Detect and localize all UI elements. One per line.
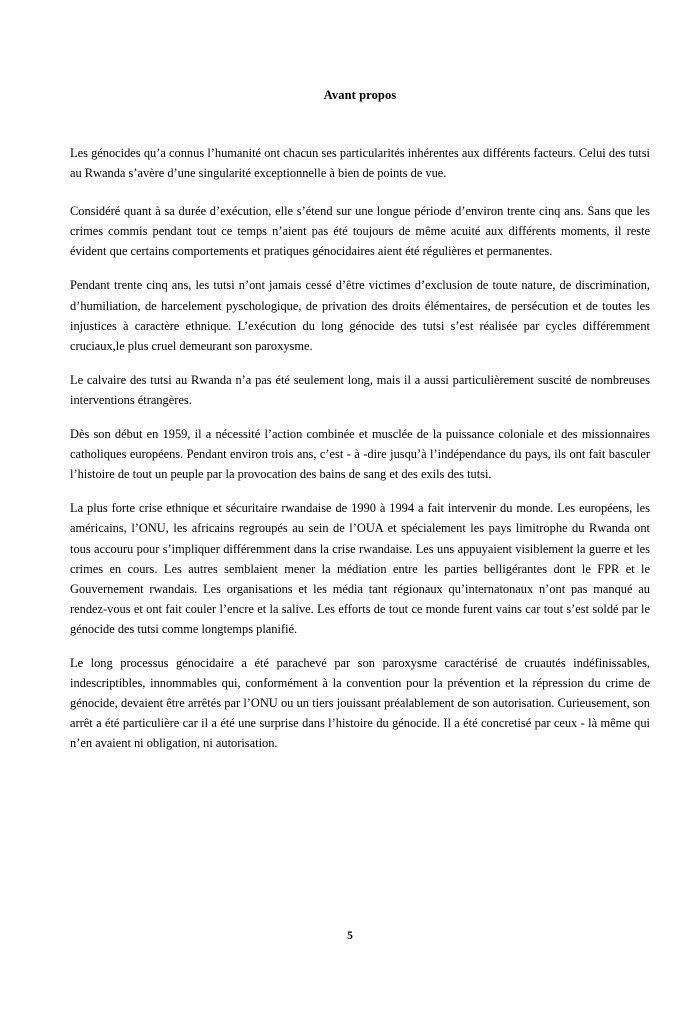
paragraph-2: Considéré quant à sa durée d’exécution, elle s’étend sur une longue période d’environ trente cinq ans. Sans que les crimes commis pendant tout ce temps n’aient pas été toujours de même acuité aux différents moments, il reste évident que certains comportements et pratiques génocidaires aient été régulières et permanentes.	[70, 204, 650, 259]
document-body	[70, 88, 650, 767]
paragraph-6: La plus forte crise ethnique et sécuritaire rwandaise de 1990 à 1994 a fait intervenir du monde. Les européens, les américains, l’ONU, les africains regroupés au sein de l’OUA et spécialement les pays limitrophe du Rwanda ont tous accouru pour s’impliquer différemment dans la crise rwandaise. Les uns appuyaient visiblement la guerre et les crimes en cours. Les autres semblaient mener la médiation entre les parties belligérantes dont le FPR et le Gouvernement rwandais. Les organisations et les média tant régionaux qu’internatonaux n’ont pas manqué au rendez-vous et ont fait couler l’encre et la salive. Les efforts de tout ce monde furent vains car tout s’est soldé par le génocide des tutsi comme longtemps planifié.	[70, 501, 650, 636]
paragraph-1: Les génocides qu’a connus l’humanité ont chacun ses particularités inhérentes aux différents facteurs. Celui des tutsi au Rwanda s’avère d’une singularité exceptionnelle à bien de points de vue.	[70, 146, 650, 181]
paragraph-3: Pendant trente cinq ans, les tutsi n’ont jamais cessé d’être victimes d’exclusion de toute nature, de discrimination, d’humiliation, de harcelement pyschologique, de privation des droits élémentaires, de persécution et de toutes les injustices à caractère ethnique. L’exécution du long génocide des tutsi s’est réalisée par cycles différemment cruciaux,le plus cruel demeurant son paroxysme.	[70, 278, 650, 353]
paragraph-5: Dès son début en 1959, il a nécessité l’action combinée et musclée de la puissance coloniale et des missionnaires catholiques européens. Pendant environ trois ans, c’est - à -dire jusqu’à l’indépendance du pays, ils ont fait basculer l’histoire de tout un peuple par la provocation des bains de sang et des exils des tutsi.	[70, 427, 650, 482]
page-title: Avant propos	[323, 88, 397, 102]
paragraph-7: Le long processus génocidaire a été parachevé par son paroxysme caractérisé de cruautés indéfinissables, indescriptibles, innommables qui, conformément à la convention pour la prévention et la répression du crime de génocide, devaient être arrêtés par l’ONU ou un tiers jouissant préalablement de son autorisation. Curieusement, son arrêt a été particulière car il a été une surprise dans l’histoire du génocide. Il a été concretisé par ceux - là même qui n’en avaient ni obligation, ni autorisation.	[70, 655, 650, 751]
paragraph-4: Le calvaire des tutsi au Rwanda n’a pas été seulement long, mais il a aussi particulièrement suscité de nombreuses interventions étrangères.	[70, 372, 650, 407]
page-number: 5	[347, 930, 353, 942]
